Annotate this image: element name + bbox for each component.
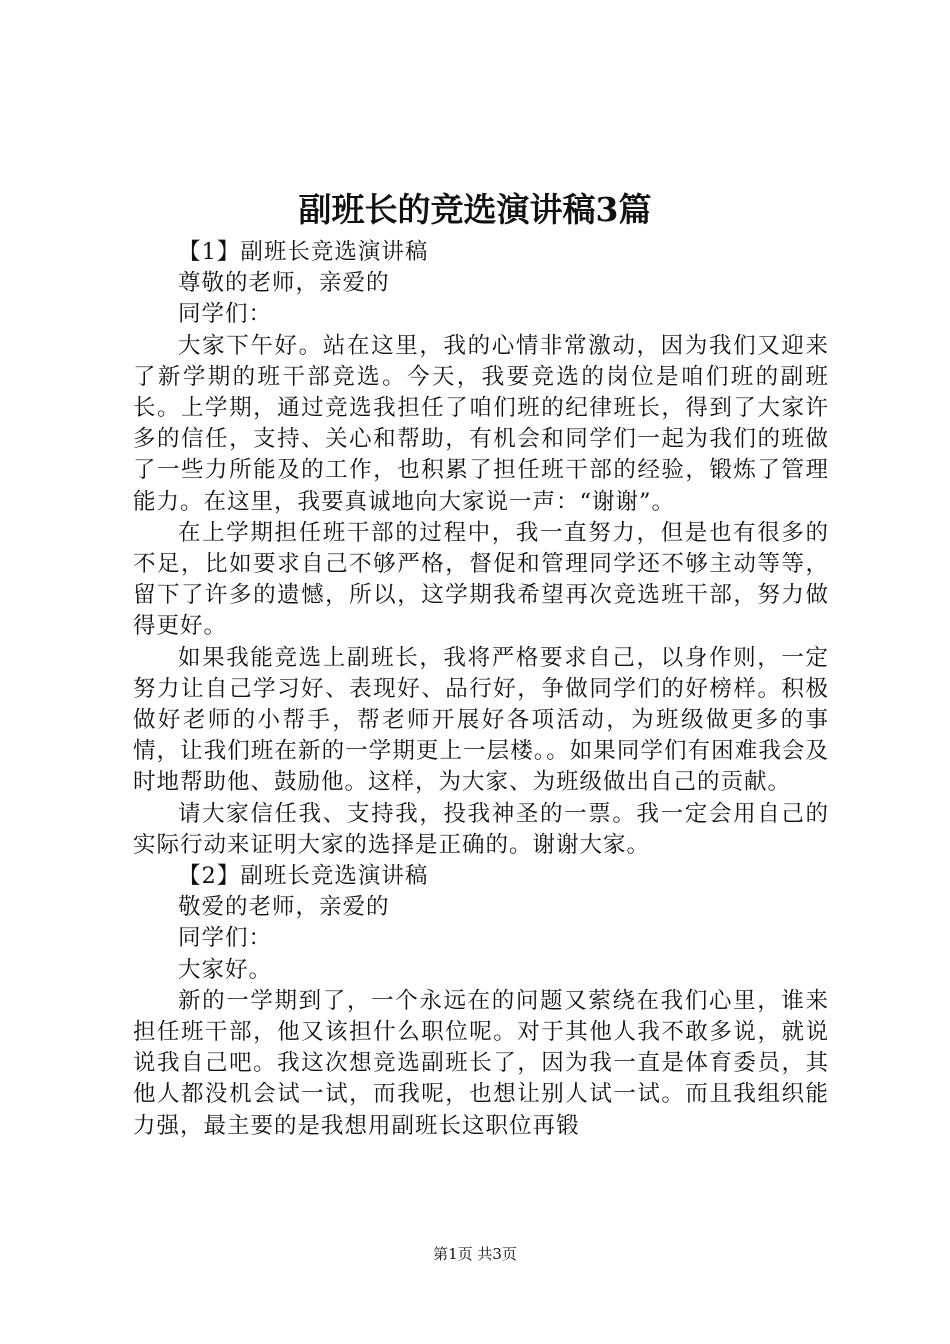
body-paragraph: 新的一学期到了，一个永远在的问题又萦绕在我们心里，谁来担任班干部，他又该担什么职位呢。对于其他人我不敢多说，就说说我自己吧。我这次想竞选副班长了，因为我一直是体育委员，其他人都没机会试一试，而我呢，也想让别人试一试。而且我组织能力强，最主要的是我想用副班长这职位再锻	[133, 987, 829, 1139]
section-heading-2: 【2】副班长竞选演讲稿	[178, 863, 429, 890]
greeting-line: 大家好。	[178, 956, 273, 983]
body-paragraph: 大家下午好。站在这里，我的心情非常激动，因为我们又迎来了新学期的班干部竞选。今天，我要竞选的岗位是咱们班的副班长。上学期，通过竞选我担任了咱们班的纪律班长，得到了大家许多的信任，支持、关心和帮助，有机会和同学们一起为我们的班做了一些力所能及的工作，也积累了担任班干部的经验，锻炼了管理能力。在这里，我要真诚地向大家说一声：“谢谢”。	[133, 332, 829, 515]
page-footer: 第1页 共3页	[433, 1245, 517, 1263]
document-title: 副班长的竞选演讲稿3篇	[298, 190, 652, 229]
body-paragraph: 在上学期担任班干部的过程中，我一直努力，但是也有很多的不足，比如要求自己不够严格，督促和管理同学还不够主动等等，留下了许多的遗憾，所以，这学期我希望再次竞选班干部，努力做得更好。	[133, 519, 829, 640]
salutation-line: 同学们：	[178, 301, 273, 328]
body-paragraph: 请大家信任我、支持我，投我神圣的一票。我一定会用自己的实际行动来证明大家的选择是正确的。谢谢大家。	[133, 800, 829, 858]
section-heading-1: 【1】副班长竞选演讲稿	[178, 239, 429, 265]
salutation-line: 敬爱的老师，亲爱的	[178, 894, 390, 921]
body-paragraph: 如果我能竞选上副班长，我将严格要求自己，以身作则，一定努力让自己学习好、表现好、品行好，争做同学们的好榜样。积极做好老师的小帮手，帮老师开展好各项活动，为班级做更多的事情，让我们班在新的一学期更上一层楼。。如果同学们有困难我会及时地帮助他、鼓励他。这样，为大家、为班级做出自己的贡献。	[133, 644, 829, 796]
salutation-line: 尊敬的老师，亲爱的	[178, 270, 390, 297]
salutation-line: 同学们：	[178, 925, 273, 952]
document-body	[133, 237, 829, 1142]
